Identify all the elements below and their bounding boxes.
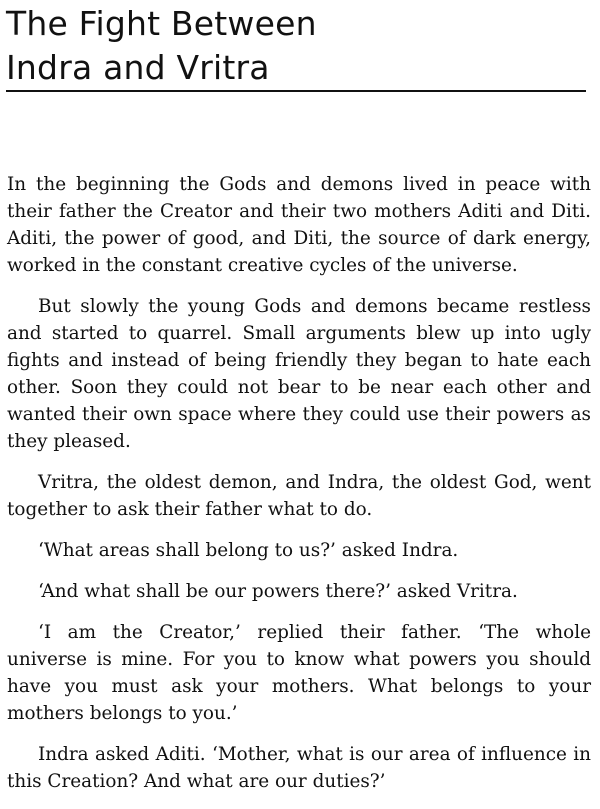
paragraph-4: ‘What areas shall belong to us?’ asked Indra. <box>38 540 459 561</box>
paragraph-5: ‘And what shall be our powers there?’ asked Vritra. <box>38 581 518 602</box>
paragraph-7: Indra asked Aditi. ‘Mother, what is our area of influence in this Creation? And what are our duties?’ <box>7 744 591 792</box>
chapter-title <box>6 2 588 90</box>
story-body <box>7 171 591 809</box>
paragraph-1: In the beginning the Gods and demons lived in peace with their father the Creator and their two mothers Aditi and Diti. Aditi, the power of good, and Diti, the source of dark energy, worked in the constant creative cycles of the universe. <box>7 174 591 276</box>
paragraph-3: Vritra, the oldest demon, and Indra, the oldest God, went together to ask their father what to do. <box>7 472 591 520</box>
paragraph-6: ‘I am the Creator,’ replied their father. ‘The whole universe is mine. For you to know what powers you should have you must ask your mothers. What belongs to your mothers belongs to you.’ <box>7 622 591 724</box>
title-underline-rule <box>6 90 586 92</box>
paragraph-2: But slowly the young Gods and demons became restless and started to quarrel. Small arguments blew up into ugly fights and instead of being friendly they began to hate each other. Soon they could not bear to be near each other and wanted their own space where they could use their powers as they pleased. <box>7 296 591 452</box>
chapter-title-line-1: The Fight Between <box>6 4 317 43</box>
chapter-title-line-2: Indra and Vritra <box>6 48 270 87</box>
